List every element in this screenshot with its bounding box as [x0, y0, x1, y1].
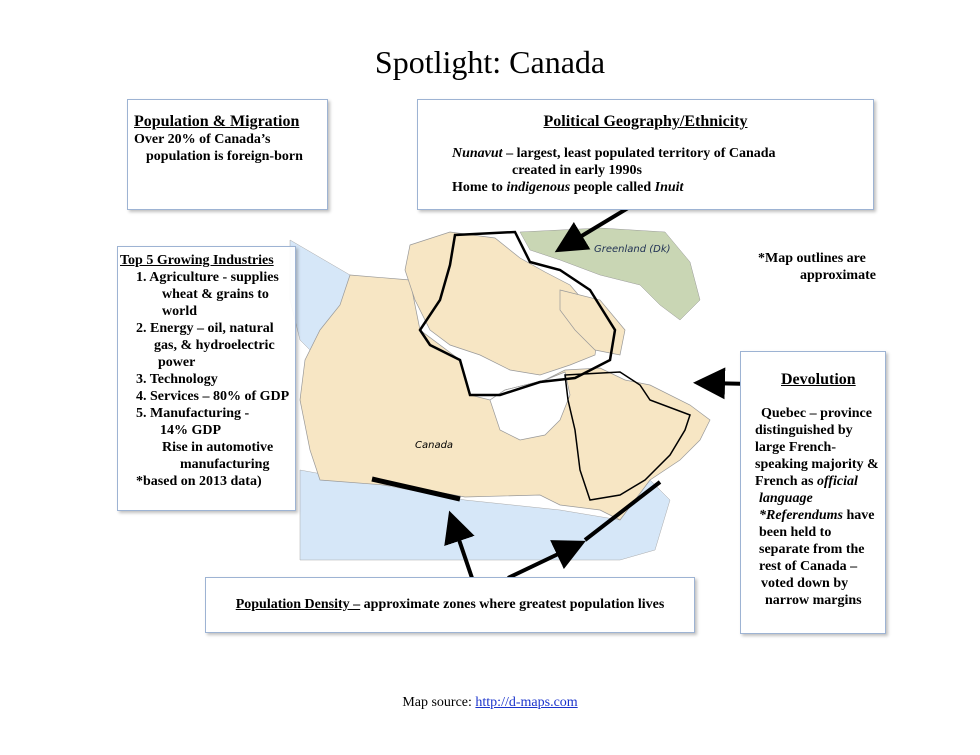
devolution-line-6: language	[759, 491, 813, 506]
page-title: Spotlight: Canada	[374, 44, 606, 80]
industry-line-9: 5. Manufacturing -	[136, 406, 250, 421]
industry-line-10: 14% GDP	[160, 423, 222, 438]
density-desc: approximate zones where greatest population lives	[360, 597, 665, 612]
industry-line-11: Rise in automotive	[162, 440, 274, 455]
devolution-line-3: large French-	[755, 440, 836, 455]
nunavut-term: Nunavut	[452, 146, 503, 161]
map-label-canada: Canada	[415, 440, 454, 451]
population-heading: Population & Migration	[134, 113, 300, 130]
inuit-mid: people called	[570, 180, 655, 195]
inuit-line	[424, 179, 867, 196]
population-migration-box	[127, 99, 328, 210]
devolution-line-11: voted down by	[761, 576, 849, 591]
industry-line-2: wheat & grains to	[162, 287, 269, 302]
inuit-prefix: Home to	[452, 180, 507, 195]
population-line-2: population is foreign-born	[146, 149, 303, 164]
nunavut-line	[424, 145, 867, 162]
industry-line-5: gas, & hydroelectric	[154, 338, 275, 353]
map-label-greenland: Greenland (Dk)	[594, 244, 671, 255]
industry-line-13: *based on 2013 data)	[136, 474, 262, 489]
devolution-line-7	[755, 507, 885, 524]
map-source	[0, 695, 980, 711]
industry-line-12: manufacturing	[180, 457, 270, 472]
devolution-line-1: Quebec – province	[761, 406, 872, 421]
density-text	[206, 596, 694, 613]
devolution-line-8: been held to	[759, 525, 832, 540]
nunavut-created: created in early 1990s	[512, 163, 642, 178]
industry-line-3: world	[162, 304, 197, 319]
political-heading: Political Geography/Ethnicity	[543, 113, 748, 130]
devolution-line-9: separate from the	[759, 542, 865, 557]
devolution-official: official	[816, 474, 858, 489]
industry-line-1: 1. Agriculture - supplies	[136, 270, 279, 285]
industry-line-4: 2. Energy – oil, natural	[136, 321, 274, 336]
industry-line-7: 3. Technology	[136, 372, 218, 387]
population-line-1: Over 20% of Canada’s	[134, 132, 271, 147]
devolution-line-4: speaking majority &	[755, 457, 879, 472]
industry-line-8: 4. Services – 80% of GDP	[136, 389, 290, 404]
nunavut-desc: – largest, least populated territory of Canada	[502, 146, 776, 161]
devolution-line-7-rest: have	[843, 508, 875, 523]
devolution-line-12: narrow margins	[765, 593, 862, 608]
devolution-line-2: distinguished by	[755, 423, 853, 438]
devolution-line-5	[755, 473, 885, 490]
map-note	[750, 250, 890, 284]
devolution-line-10: rest of Canada –	[759, 559, 858, 574]
map-source-link[interactable]: http://d-maps.com	[475, 695, 578, 710]
devolution-heading: Devolution	[781, 371, 856, 388]
industries-heading: Top 5 Growing Industries	[120, 253, 274, 268]
population-density-box	[205, 577, 695, 633]
devolution-referendums: *Referendums	[759, 508, 843, 523]
industry-line-6: power	[158, 355, 196, 370]
map-note-line-2: approximate	[800, 268, 876, 283]
devolution-box	[740, 351, 886, 634]
density-label: Population Density –	[235, 597, 361, 612]
political-geography-box	[417, 99, 874, 210]
industries-box	[117, 246, 296, 511]
map-source-prefix: Map source:	[402, 695, 476, 710]
map-note-line-1: *Map outlines are	[758, 251, 866, 266]
devolution-line-5-text: French as	[755, 474, 817, 489]
inuit-term: Inuit	[654, 180, 684, 195]
indigenous-term: indigenous	[506, 180, 571, 195]
